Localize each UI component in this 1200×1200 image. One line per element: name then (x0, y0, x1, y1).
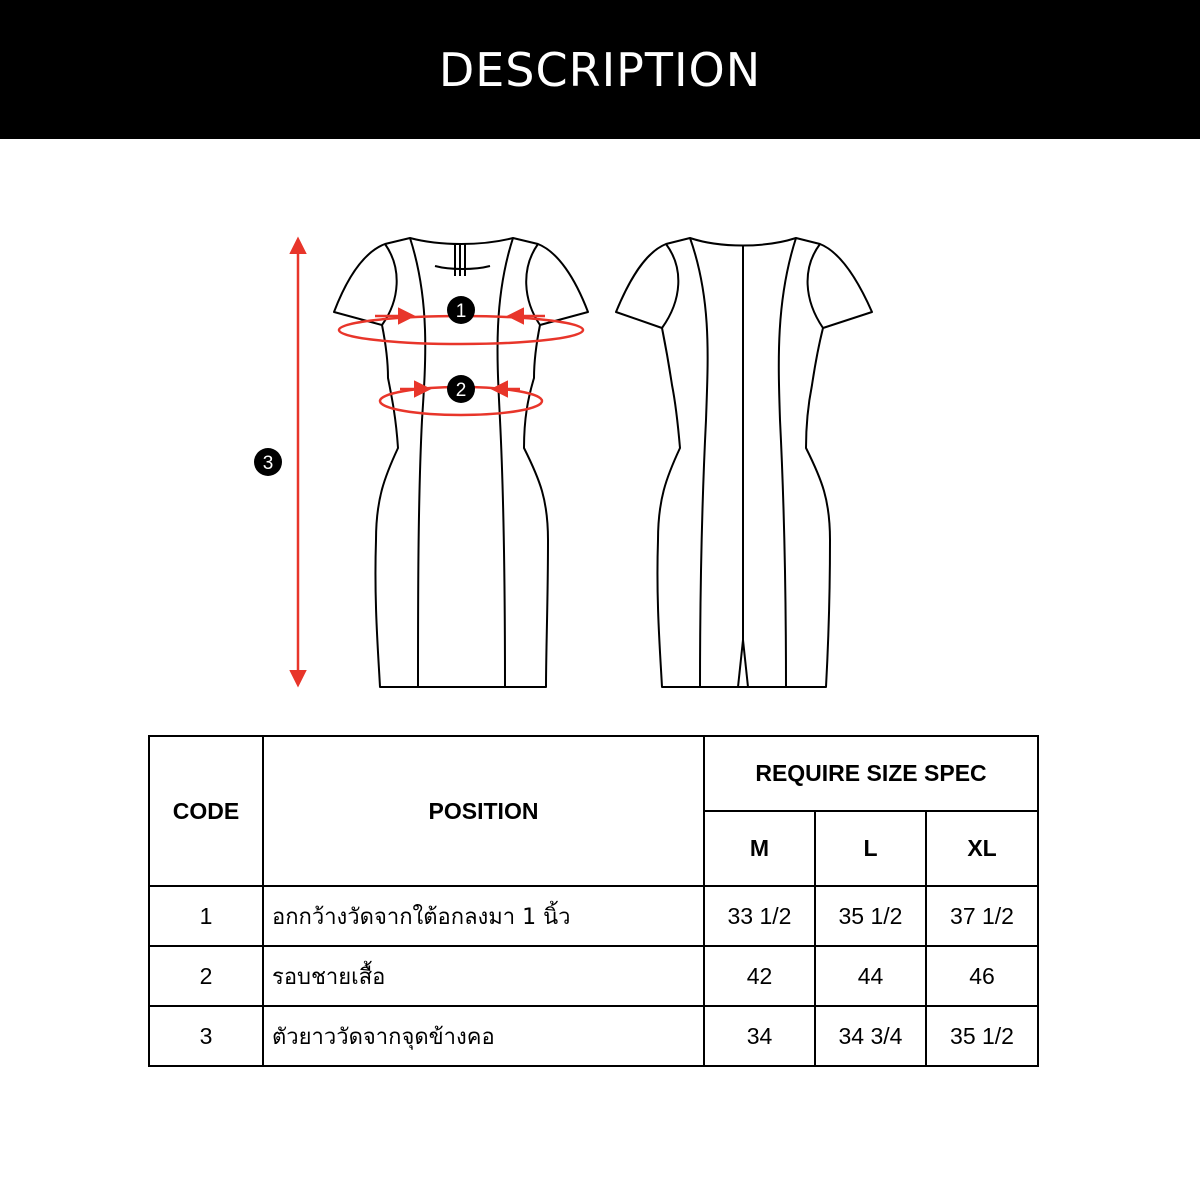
row-value-m: 33 1/2 (704, 886, 815, 946)
row-code: 2 (149, 946, 263, 1006)
row-value-m: 34 (704, 1006, 815, 1066)
svg-text:1: 1 (455, 301, 467, 322)
header-size-l: L (815, 811, 926, 886)
dress-back-drawing (616, 238, 872, 687)
row-code: 3 (149, 1006, 263, 1066)
header-size-m: M (704, 811, 815, 886)
svg-text:3: 3 (262, 453, 274, 474)
header-size-xl: XL (926, 811, 1038, 886)
row-value-xl: 46 (926, 946, 1038, 1006)
row-code: 1 (149, 886, 263, 946)
row-value-m: 42 (704, 946, 815, 1006)
row-value-xl: 35 1/2 (926, 1006, 1038, 1066)
size-spec-table (148, 735, 1039, 1067)
row-value-l: 44 (815, 946, 926, 1006)
row-position: อกกว้างวัดจากใต้อกลงมา 1 นิ้ว (263, 886, 704, 946)
header-code: CODE (149, 736, 263, 886)
marker-2 (447, 375, 475, 403)
page-title: DESCRIPTION (438, 42, 762, 97)
table-row (149, 946, 1038, 1006)
row-position: รอบชายเสื้อ (263, 946, 704, 1006)
table-row (149, 886, 1038, 946)
marker-1 (447, 296, 475, 324)
row-position: ตัวยาววัดจากจุดข้างคอ (263, 1006, 704, 1066)
header-position: POSITION (263, 736, 704, 886)
row-value-l: 35 1/2 (815, 886, 926, 946)
row-value-xl: 37 1/2 (926, 886, 1038, 946)
header-bar (0, 0, 1200, 139)
row-value-l: 34 3/4 (815, 1006, 926, 1066)
marker-3 (254, 448, 282, 476)
svg-text:2: 2 (455, 380, 467, 401)
header-size-spec: REQUIRE SIZE SPEC (704, 736, 1038, 811)
dress-measurement-diagram (0, 139, 1200, 719)
table-row (149, 1006, 1038, 1066)
